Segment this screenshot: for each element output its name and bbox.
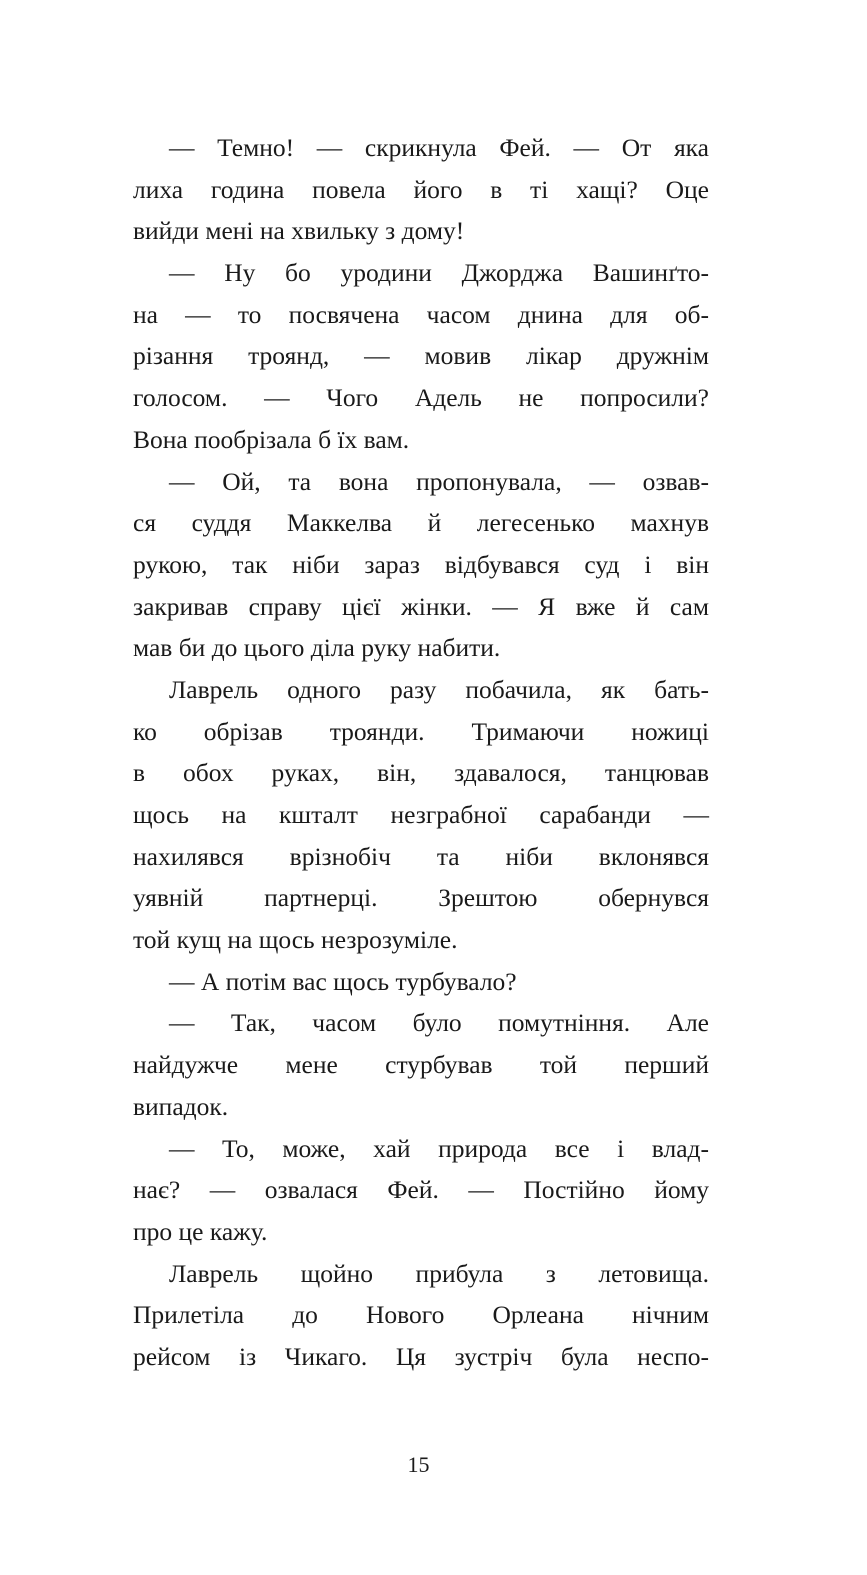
text-line: — Ну бо уродини Джорджа Вашинґто- [169,258,709,288]
text-line: — Так, часом було помутніння. Але [169,1008,709,1038]
text-line: нахилявся врізнобіч та ніби вклонявся [133,841,709,871]
page-body-text [133,127,709,1378]
text-line: щось на кшталт незграбної сарабанди — [133,800,709,829]
text-line: — Ой, та вона пропонувала, — озвав- [169,466,709,496]
text-line: випадок. [133,1091,229,1121]
text-line: той кущ на щось незрозуміле. [133,925,458,955]
text-line: — То, може, хай природа все і влад- [169,1133,709,1163]
text-line: лиха година повела його в ті хащі? Оце [133,174,709,204]
text-line: закривав справу цієї жінки. — Я вже й сам [133,591,709,621]
page-number: 15 [407,1452,430,1477]
text-line: Прилетіла до Нового Орлеана нічним [133,1300,709,1330]
text-line: рукою, так ніби зараз відбувався суд і він [133,549,709,579]
text-line: мав би до цього діла руку набити. [133,633,501,663]
text-line: ко обрізав троянди. Тримаючи ножиці [133,716,709,746]
text-line: різання троянд, — мовив лікар дружнім [133,341,709,371]
text-line: вийди мені на хвильку з дому! [133,216,465,246]
text-line: уявній партнерці. Зрештою обернувся [133,883,709,913]
text-line: рейсом із Чикаго. Ця зустріч була неспо- [133,1341,709,1371]
text-line: на — то посвячена часом днина для об- [133,299,709,329]
text-line: Лаврель щойно прибула з летовища. [169,1258,709,1288]
text-line: ся суддя Маккелва й легесенько махнув [133,508,709,538]
text-line: в обох руках, він, здавалося, танцював [133,758,709,788]
text-line: Вона пообрізала б їх вам. [133,424,410,454]
text-line: — Темно! — скрикнула Фей. — От яка [169,133,709,162]
text-line: Лаврель одного разу побачила, як бать- [169,674,709,704]
text-line: найдужче мене стурбував той перший [133,1050,709,1080]
text-line: голосом. — Чого Адель не попросили? [133,383,709,413]
text-line: нає? — озвалася Фей. — Постійно йому [133,1175,709,1205]
text-line: про це кажу. [133,1216,268,1246]
text-line: — А потім вас щось турбувало? [169,966,517,996]
